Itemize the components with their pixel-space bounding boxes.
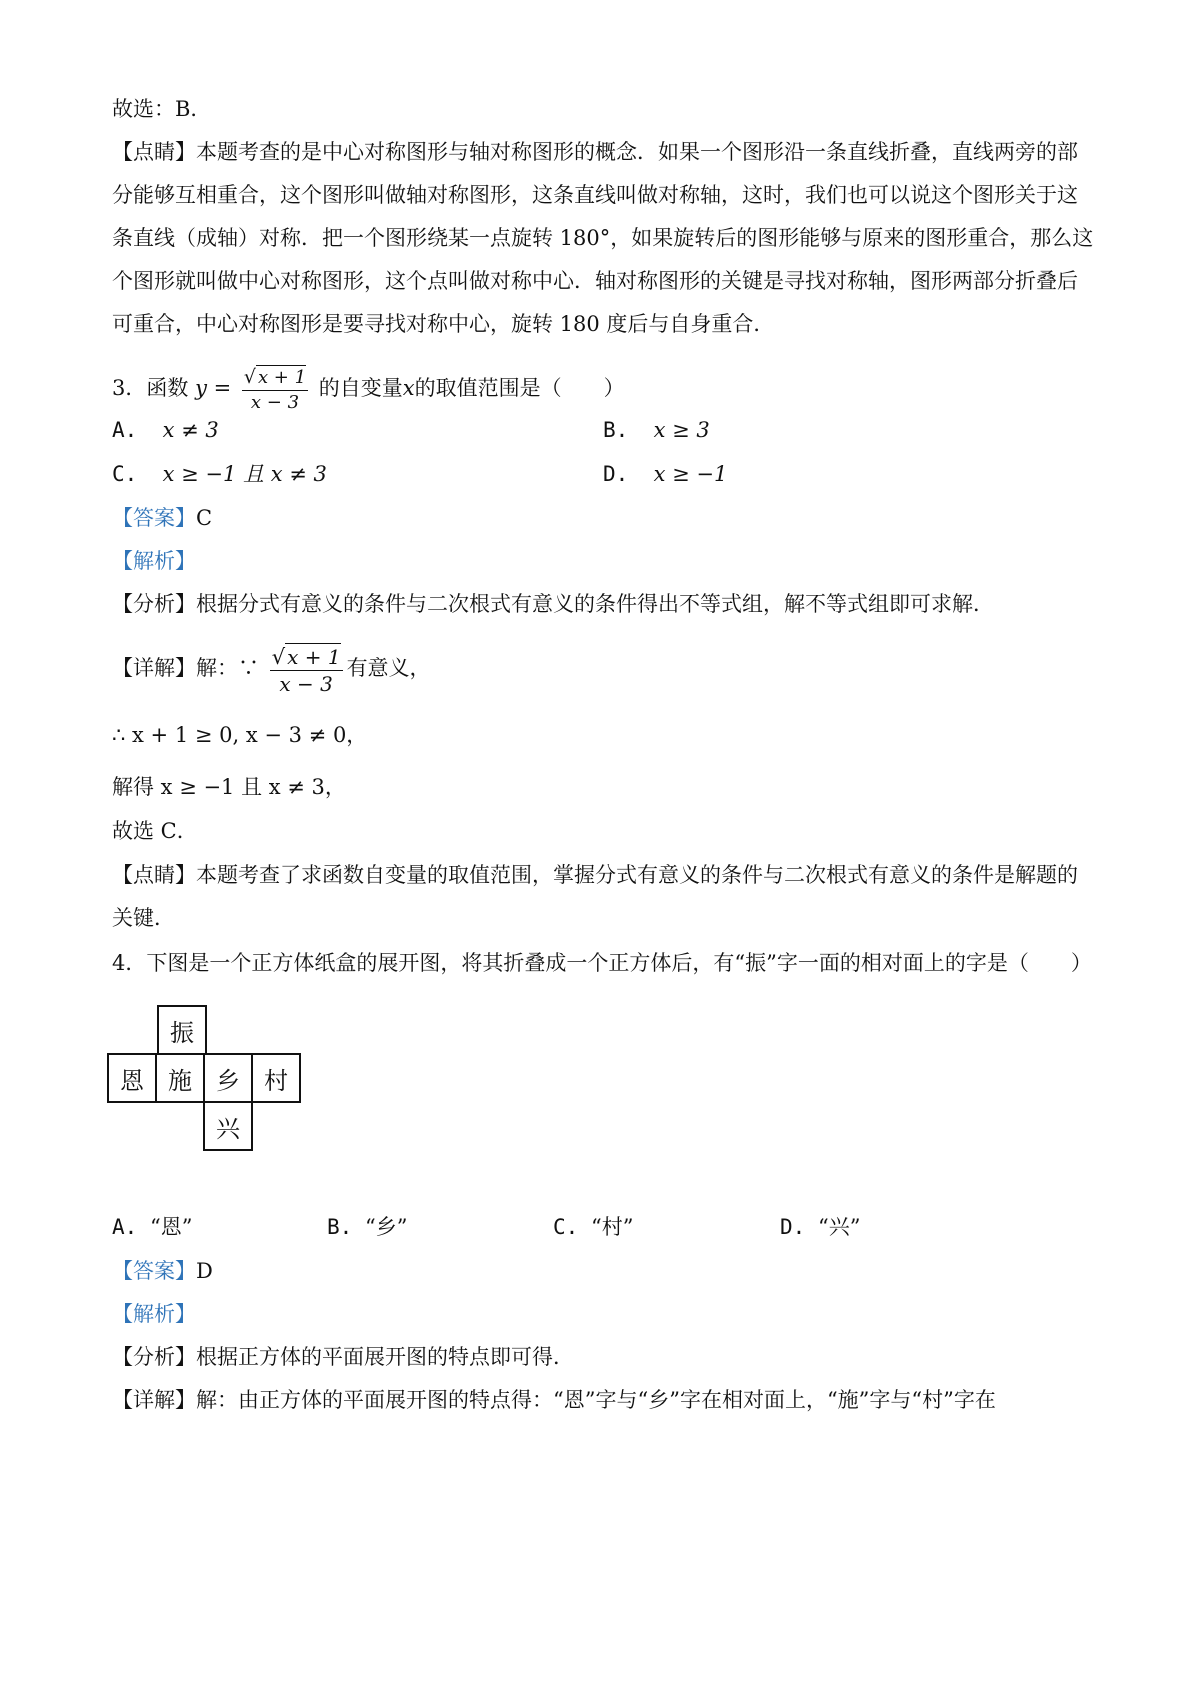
step-line: ∴ x + 1 ≥ 0, x − 3 ≠ 0，	[112, 723, 368, 747]
option-c: C. “村”	[553, 1215, 634, 1239]
option-b: B. x ≥ 3	[603, 418, 710, 442]
xiangjie-tag: 【详解】	[112, 656, 196, 680]
dianjing-line: 【点睛】本题考查的是中心对称图形与轴对称图形的概念．如果一个图形沿一条直线折叠，直线两旁的部	[112, 140, 1078, 164]
xiangjie-tag: 【详解】	[112, 1388, 196, 1412]
net-cell-bottom: 兴	[203, 1101, 253, 1151]
net-cell: 村	[251, 1053, 301, 1103]
fraction-expression: $\frac{√ x + 1}{x - 3}$	[271, 644, 341, 696]
y-equals: y =	[195, 376, 232, 400]
question-3-stem: 3．函数 y = $\frac{√ x + 1}{x - 3}$ 的自变量x的取值范围是（ ）	[112, 365, 625, 413]
xiangjie-line: 【详解】解：由正方体的平面展开图的特点得：“恩”字与“乡”字在相对面上，“施”字与“村”字在	[112, 1388, 996, 1412]
option-d: D. x ≥ −1	[603, 462, 728, 486]
answer-tag: 【答案】	[112, 1259, 196, 1283]
answer-tag: 【答案】	[112, 506, 196, 530]
answer-line: 【答案】D	[112, 1259, 213, 1283]
fenxi-tag: 【分析】	[112, 592, 196, 616]
analysis-tag: 【解析】	[112, 1302, 196, 1326]
option-c: C. x ≥ −1 且 x ≠ 3	[112, 462, 327, 486]
analysis-line	[112, 1299, 196, 1329]
fenxi-line: 【分析】根据正方体的平面展开图的特点即可得．	[112, 1345, 574, 1369]
text-line: 个图形就叫做中心对称图形，这个点叫做对称中心．轴对称图形的关键是寻找对称轴，图形两部分折叠后	[112, 269, 1078, 293]
xiangjie-line: 【详解】解：∵ $\frac{√ x + 1}{x - 3}$ 有意义，	[112, 644, 431, 696]
dianjing-tag: 【点睛】	[112, 140, 196, 164]
step-line: 故选 C．	[112, 819, 198, 843]
dianjing-tag: 【点睛】	[112, 863, 196, 887]
net-cell-top: 振	[157, 1005, 207, 1055]
analysis-tag: 【解析】	[112, 549, 196, 573]
dianjing-line: 【点睛】本题考查了求函数自变量的取值范围，掌握分式有意义的条件与二次根式有意义的条件是解题的	[112, 863, 1078, 887]
net-cell: 乡	[203, 1053, 253, 1103]
fraction-expression: $\frac{√ x + 1}{x - 3}$	[243, 365, 307, 413]
fenxi-line: 【分析】根据分式有意义的条件与二次根式有意义的条件得出不等式组，解不等式组即可求解．	[112, 592, 994, 616]
option-a: A. x ≠ 3	[112, 418, 219, 442]
net-cell: 施	[155, 1053, 205, 1103]
text-line: 关键．	[112, 906, 175, 930]
option-b: B. “乡”	[327, 1215, 408, 1239]
text-line: 分能够互相重合，这个图形叫做轴对称图形，这条直线叫做对称轴，这时，我们也可以说这个图形关于这	[112, 183, 1078, 207]
question-4-stem: 4．下图是一个正方体纸盒的展开图，将其折叠成一个正方体后，有“振”字一面的相对面上的字是（ ）	[112, 951, 1092, 975]
option-d: D. “兴”	[780, 1215, 861, 1239]
answer-line: 【答案】C	[112, 506, 213, 530]
fenxi-tag: 【分析】	[112, 1345, 196, 1369]
step-line: 解得 x ≥ −1 且 x ≠ 3，	[112, 775, 346, 799]
net-cell: 恩	[107, 1053, 157, 1103]
choice-line: 故选：B．	[112, 97, 212, 121]
option-a: A. “恩”	[112, 1215, 193, 1239]
analysis-line	[112, 546, 196, 576]
text-line: 条直线（成轴）对称．把一个图形绕某一点旋转 180°，如果旋转后的图形能够与原来的图形重合，那么这	[112, 226, 1094, 250]
text-line: 可重合，中心对称图形是要寻找对称中心，旋转 180 度后与自身重合．	[112, 312, 775, 336]
